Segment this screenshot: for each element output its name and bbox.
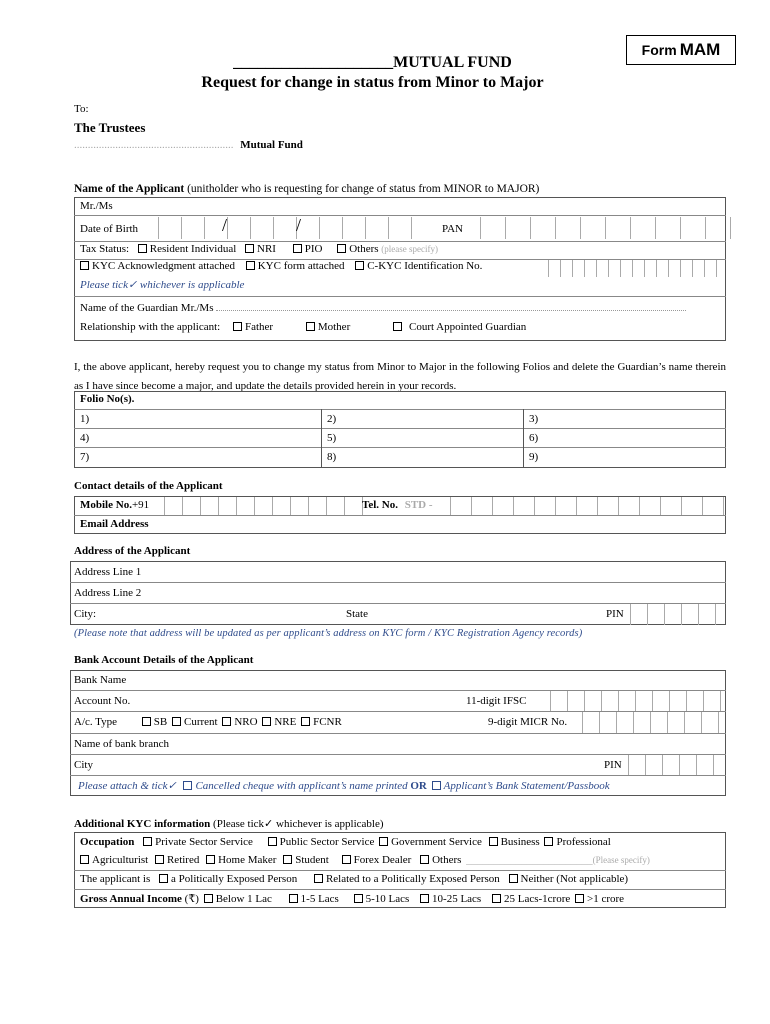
- ifsc-label: 11-digit IFSC: [466, 695, 527, 707]
- address-heading: Address of the Applicant: [74, 545, 191, 557]
- ac-sb-checkbox[interactable]: [142, 717, 151, 726]
- attach-statement-checkbox[interactable]: [432, 781, 441, 790]
- state-field[interactable]: State: [346, 608, 368, 620]
- bank-heading: Bank Account Details of the Applicant: [74, 654, 254, 666]
- dob-slash-2: /: [296, 215, 302, 235]
- address-section: [70, 561, 726, 625]
- ac-current-checkbox[interactable]: [172, 717, 181, 726]
- tax-status-row: Tax Status: Resident Individual NRI PIO Others (please specify): [80, 243, 439, 255]
- address-line1-field[interactable]: Address Line 1: [74, 566, 142, 578]
- folio-cell[interactable]: 5): [327, 432, 337, 444]
- pep-yes-checkbox[interactable]: [159, 874, 168, 883]
- bank-name-field[interactable]: Bank Name: [74, 674, 127, 686]
- bank-pin-cells[interactable]: [628, 755, 730, 775]
- mobile-cells[interactable]: [164, 497, 363, 515]
- to-label: To:: [74, 103, 89, 115]
- account-no-field[interactable]: Account No.: [74, 695, 131, 707]
- occ-agri-checkbox[interactable]: [80, 855, 89, 864]
- kyc-ack-checkbox[interactable]: [80, 261, 89, 270]
- ifsc-cells[interactable]: [550, 691, 737, 711]
- occ-others-field[interactable]: _______________________: [466, 854, 593, 866]
- tax-pio-checkbox[interactable]: [293, 244, 302, 253]
- micr-label: 9-digit MICR No.: [488, 716, 568, 728]
- tax-nri-checkbox[interactable]: [245, 244, 254, 253]
- pep-row: The applicant is a Politically Exposed Person Related to a Politically Exposed Person Neither (Not applicable): [80, 873, 629, 885]
- bank-branch-field[interactable]: Name of bank branch: [74, 738, 169, 750]
- folio-cell[interactable]: 1): [80, 413, 90, 425]
- folio-cell[interactable]: 9): [529, 451, 539, 463]
- income-10to25-checkbox[interactable]: [420, 894, 429, 903]
- page-subtitle: Request for change in status from Minor to Major: [201, 74, 544, 91]
- tax-others-checkbox[interactable]: [337, 244, 346, 253]
- occ-forex-checkbox[interactable]: [342, 855, 351, 864]
- kyc-docs-row: KYC Acknowledgment attached KYC form attached C-KYC Identification No.: [80, 260, 482, 272]
- tax-resident-checkbox[interactable]: [138, 244, 147, 253]
- guardian-name-field[interactable]: Name of the Guardian Mr./Ms: [80, 302, 686, 314]
- trustees-label: The Trustees: [74, 120, 146, 135]
- ac-nre-checkbox[interactable]: [262, 717, 271, 726]
- ac-type-row: A/c. Type SB Current NRO NRE FCNR: [74, 716, 342, 728]
- bank-pin-label: PIN: [604, 759, 622, 771]
- folio-cell[interactable]: 6): [529, 432, 539, 444]
- attach-cheque-checkbox[interactable]: [183, 781, 192, 790]
- occ-business-checkbox[interactable]: [489, 837, 498, 846]
- income-row: Gross Annual Income (₹) Below 1 Lac 1-5 Lacs 5-10 Lacs 10-25 Lacs 25 Lacs-1crore >1 crore: [80, 893, 625, 905]
- income-above1cr-checkbox[interactable]: [575, 894, 584, 903]
- occupation-row-1: Occupation Private Sector Service Public Sector Service Government Service Business Professional: [80, 836, 611, 848]
- ckyc-checkbox[interactable]: [355, 261, 364, 270]
- email-field[interactable]: Email Address: [80, 518, 149, 530]
- rel-mother-checkbox[interactable]: [306, 322, 315, 331]
- city-field[interactable]: City:: [74, 608, 97, 620]
- tick-note: Please tick✓ whichever is applicable: [80, 279, 245, 291]
- address-note: (Please note that address will be updated as per applicant’s address on KYC form / KYC Registration Agency records): [74, 628, 583, 639]
- request-paragraph: I, the above applicant, hereby request you to change my status from Minor to Major in the following Folios and delete the Guardian’s name therein as I have since become a major, and update the details provided herein in your records.: [74, 361, 726, 392]
- relationship-row: Relationship with the applicant: Father Mother Court Appointed Guardian: [80, 321, 527, 333]
- occ-others-checkbox[interactable]: [420, 855, 429, 864]
- tel-label: Tel. No. STD -: [362, 499, 433, 511]
- ckyc-cells[interactable]: [548, 260, 717, 277]
- folio-table: [74, 391, 726, 468]
- mobile-label: Mobile No.+91: [80, 499, 150, 511]
- occ-student-checkbox[interactable]: [283, 855, 292, 864]
- kyc-heading: Additional KYC information (Please tick✓ whichever is applicable): [74, 818, 384, 830]
- income-25to1cr-checkbox[interactable]: [492, 894, 501, 903]
- pan-cells[interactable]: [480, 217, 731, 239]
- occ-professional-checkbox[interactable]: [544, 837, 553, 846]
- address-line2-field[interactable]: Address Line 2: [74, 587, 142, 599]
- dob-slash-1: /: [222, 215, 228, 235]
- folio-cell[interactable]: 7): [80, 451, 90, 463]
- fund-name-field[interactable]: .......................................................... Mutual Fund: [74, 139, 303, 151]
- kyc-form-checkbox[interactable]: [246, 261, 255, 270]
- folio-cell[interactable]: 3): [529, 413, 539, 425]
- ac-nro-checkbox[interactable]: [222, 717, 231, 726]
- micr-cells[interactable]: [582, 712, 735, 733]
- pan-label: PAN: [442, 223, 463, 235]
- ac-fcnr-checkbox[interactable]: [301, 717, 310, 726]
- pin-label: PIN: [606, 608, 624, 620]
- form-prefix: Form: [641, 42, 677, 58]
- folio-cell[interactable]: 8): [327, 451, 337, 463]
- folio-cell[interactable]: 4): [80, 432, 90, 444]
- applicant-name-field[interactable]: Mr./Ms: [80, 200, 113, 212]
- fund-name-blank[interactable]: ____________________: [233, 54, 394, 71]
- rel-court-checkbox[interactable]: [393, 322, 402, 331]
- occ-retired-checkbox[interactable]: [155, 855, 164, 864]
- folio-heading: Folio No(s).: [80, 393, 135, 405]
- occ-homemaker-checkbox[interactable]: [206, 855, 215, 864]
- bank-attach-row: Please attach & tick✓ Cancelled cheque with applicant’s name printed OR Applicant’s Bank Statement/Passbook: [78, 780, 610, 792]
- folio-cell[interactable]: 2): [327, 413, 337, 425]
- occ-private-checkbox[interactable]: [143, 837, 152, 846]
- rel-father-checkbox[interactable]: [233, 322, 242, 331]
- pep-neither-checkbox[interactable]: [509, 874, 518, 883]
- tel-cells[interactable]: [450, 497, 724, 515]
- income-5to10-checkbox[interactable]: [354, 894, 363, 903]
- form-code: MAM: [679, 40, 721, 59]
- contact-heading: Contact details of the Applicant: [74, 480, 223, 492]
- occupation-row-2: Agriculturist Retired Home Maker Student Forex Dealer Others _______________________(Please specify): [80, 854, 650, 866]
- pep-related-checkbox[interactable]: [314, 874, 323, 883]
- applicant-heading: Name of the Applicant (unitholder who is requesting for change of status from MINOR to MAJOR): [74, 183, 540, 195]
- income-below1-checkbox[interactable]: [204, 894, 213, 903]
- occ-govt-checkbox[interactable]: [379, 837, 388, 846]
- bank-city-field[interactable]: City: [74, 759, 93, 771]
- occ-public-checkbox[interactable]: [268, 837, 277, 846]
- pin-cells[interactable]: [630, 604, 732, 625]
- income-1to5-checkbox[interactable]: [289, 894, 298, 903]
- dob-cells[interactable]: [158, 217, 412, 239]
- dob-label: Date of Birth: [80, 223, 139, 235]
- page-title: ____________________MUTUAL FUND: [233, 54, 512, 71]
